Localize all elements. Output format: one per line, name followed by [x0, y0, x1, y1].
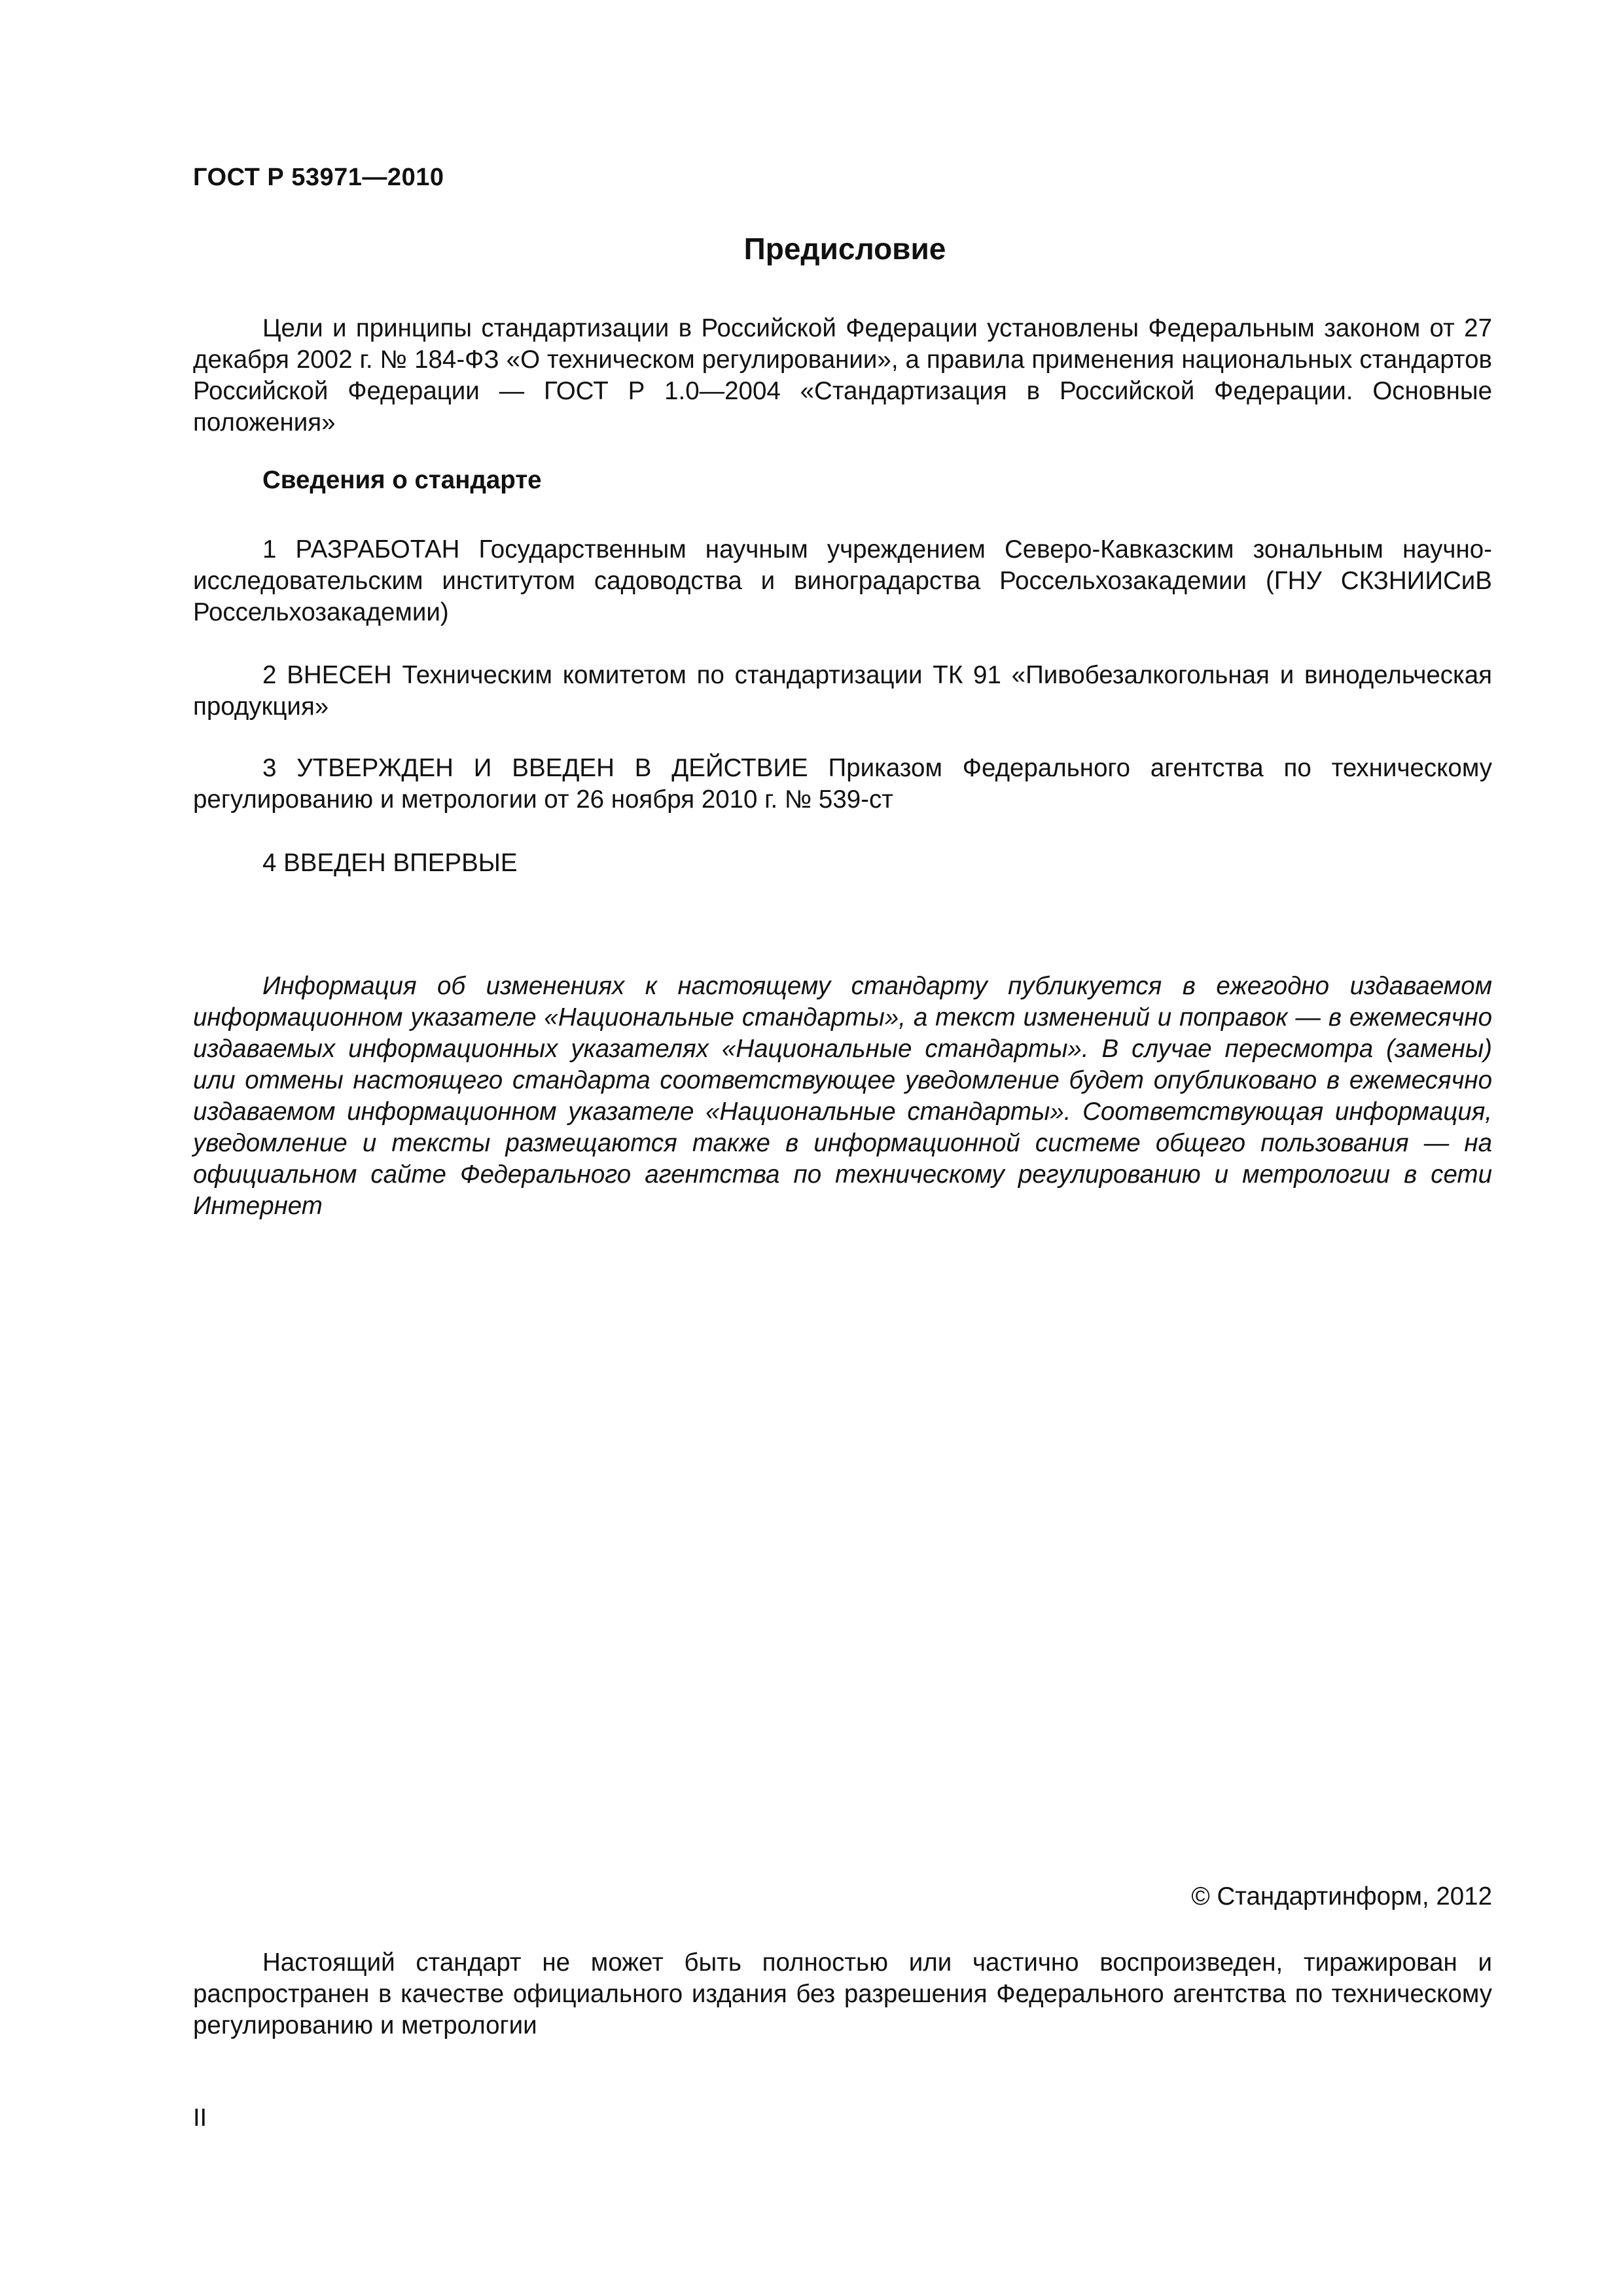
page-number: II [193, 2104, 207, 2132]
reproduction-notice: Настоящий стандарт не может быть полностью или частично воспроизведен, тиражирован и распространен в качестве официального издания без разрешения Федерального агентства по техническому регулированию и метрологии [193, 1948, 1492, 2039]
standard-info-heading: Сведения о стандарте [262, 466, 542, 494]
standard-info-item-introduced: 4 ВВЕДЕН ВПЕРВЫЕ [262, 849, 518, 877]
changes-information-paragraph: Информация об изменениях к настоящему стандарту публикуется в ежегодно издаваемом информационном указателе «Национальные стандарты», а текст изменений и поправок — в ежемесячно издаваемых информационных указателях «Национальные стандарты». В случае пересмотра (замены) или отмены настоящего стандарта соответствующее уведомление будет опубликовано в ежемесячно издаваемом информационном указателе «Национальные стандарты». Соответствующая информация, уведомление и тексты размещаются также в информационной системе общего пользования — на официальном сайте Федерального агентства по техническому регулированию и метрологии в сети Интернет [193, 972, 1492, 1220]
standard-info-item-approved: 3 УТВЕРЖДЕН И ВВЕДЕН В ДЕЙСТВИЕ Приказом Федерального агентства по техническому регулированию и метрологии от 26 ноября 2010 г. № 539-ст [193, 754, 1492, 814]
intro-paragraph: Цели и принципы стандартизации в Российской Федерации установлены Федеральным законом от 27 декабря 2002 г. № 184-ФЗ «О техническом регулировании», а правила применения национальных стандартов Российской Федерации — ГОСТ Р 1.0—2004 «Стандартизация в Российской Федерации. Основные положения» [193, 314, 1492, 437]
standard-info-item-developed: 1 РАЗРАБОТАН Государственным научным учреждением Северо-Кавказским зональным научно-исследовательским институтом садоводства и виноградарства Россельхозакадемии (ГНУ СКЗНИИСиВ Россельхозакадемии) [193, 535, 1492, 626]
standard-info-item-submitted: 2 ВНЕСЕН Техническим комитетом по стандартизации ТК 91 «Пивобезалкогольная и винодельческая продукция» [193, 661, 1492, 721]
page-title: Предисловие [743, 232, 946, 266]
document-code-header: ГОСТ Р 53971—2010 [193, 164, 444, 191]
copyright-line: © Стандартинформ, 2012 [1191, 1882, 1492, 1910]
